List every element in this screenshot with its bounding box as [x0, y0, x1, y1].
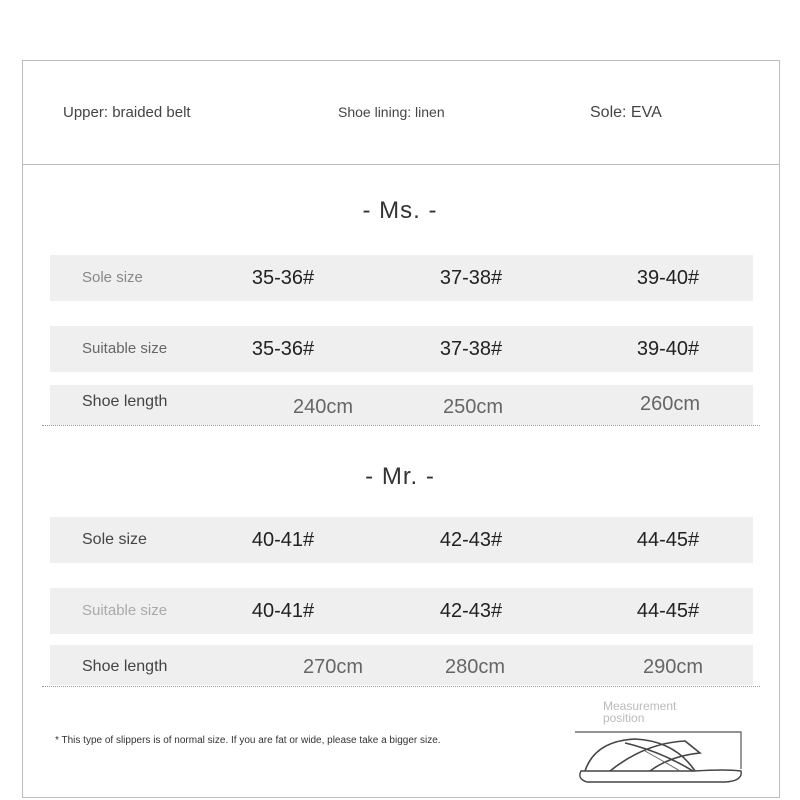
men-section-title: - Mr. - — [365, 463, 435, 490]
spec-sole: Sole: EVA — [590, 104, 662, 121]
length-value: 270cm — [302, 656, 364, 678]
men-shoe-length-row — [50, 645, 753, 685]
spec-lining: Shoe lining: linen — [338, 104, 445, 120]
size-value: 44-45# — [636, 529, 700, 551]
length-value: 250cm — [442, 396, 504, 418]
size-value: 42-43# — [439, 600, 503, 622]
row-label: Sole size — [82, 269, 143, 286]
size-value: 39-40# — [636, 338, 700, 360]
women-section-title: - Ms. - — [362, 197, 438, 224]
row-label: Shoe length — [82, 393, 168, 410]
length-value: 290cm — [642, 656, 704, 678]
size-value: 40-41# — [251, 600, 315, 622]
size-value: 37-38# — [439, 338, 503, 360]
size-value: 44-45# — [636, 600, 700, 622]
length-value: 260cm — [639, 393, 701, 415]
divider — [42, 425, 760, 426]
men-sole-size-row — [50, 517, 753, 563]
row-label: Suitable size — [82, 340, 168, 357]
size-value: 35-36# — [251, 338, 315, 360]
size-note: * This type of slippers is of normal size. If you are fat or wide, please take a bigger size. — [55, 735, 441, 746]
women-sole-size-row — [50, 255, 753, 301]
women-suitable-size-row — [50, 326, 753, 372]
row-label: Suitable size — [82, 602, 168, 619]
spec-upper: Upper: braided belt — [63, 104, 191, 121]
slipper-outline-icon — [575, 731, 743, 787]
length-value: 240cm — [292, 396, 354, 418]
divider — [42, 686, 760, 687]
women-shoe-length-row — [50, 385, 753, 425]
measurement-label: Measurement position — [603, 699, 677, 725]
size-value: 35-36# — [251, 267, 315, 289]
size-value: 42-43# — [439, 529, 503, 551]
length-value: 280cm — [444, 656, 506, 678]
size-value: 40-41# — [251, 529, 315, 551]
row-label: Sole size — [82, 531, 147, 548]
size-value: 37-38# — [439, 267, 503, 289]
row-label: Shoe length — [82, 658, 168, 675]
men-suitable-size-row — [50, 588, 753, 634]
size-value: 39-40# — [636, 267, 700, 289]
